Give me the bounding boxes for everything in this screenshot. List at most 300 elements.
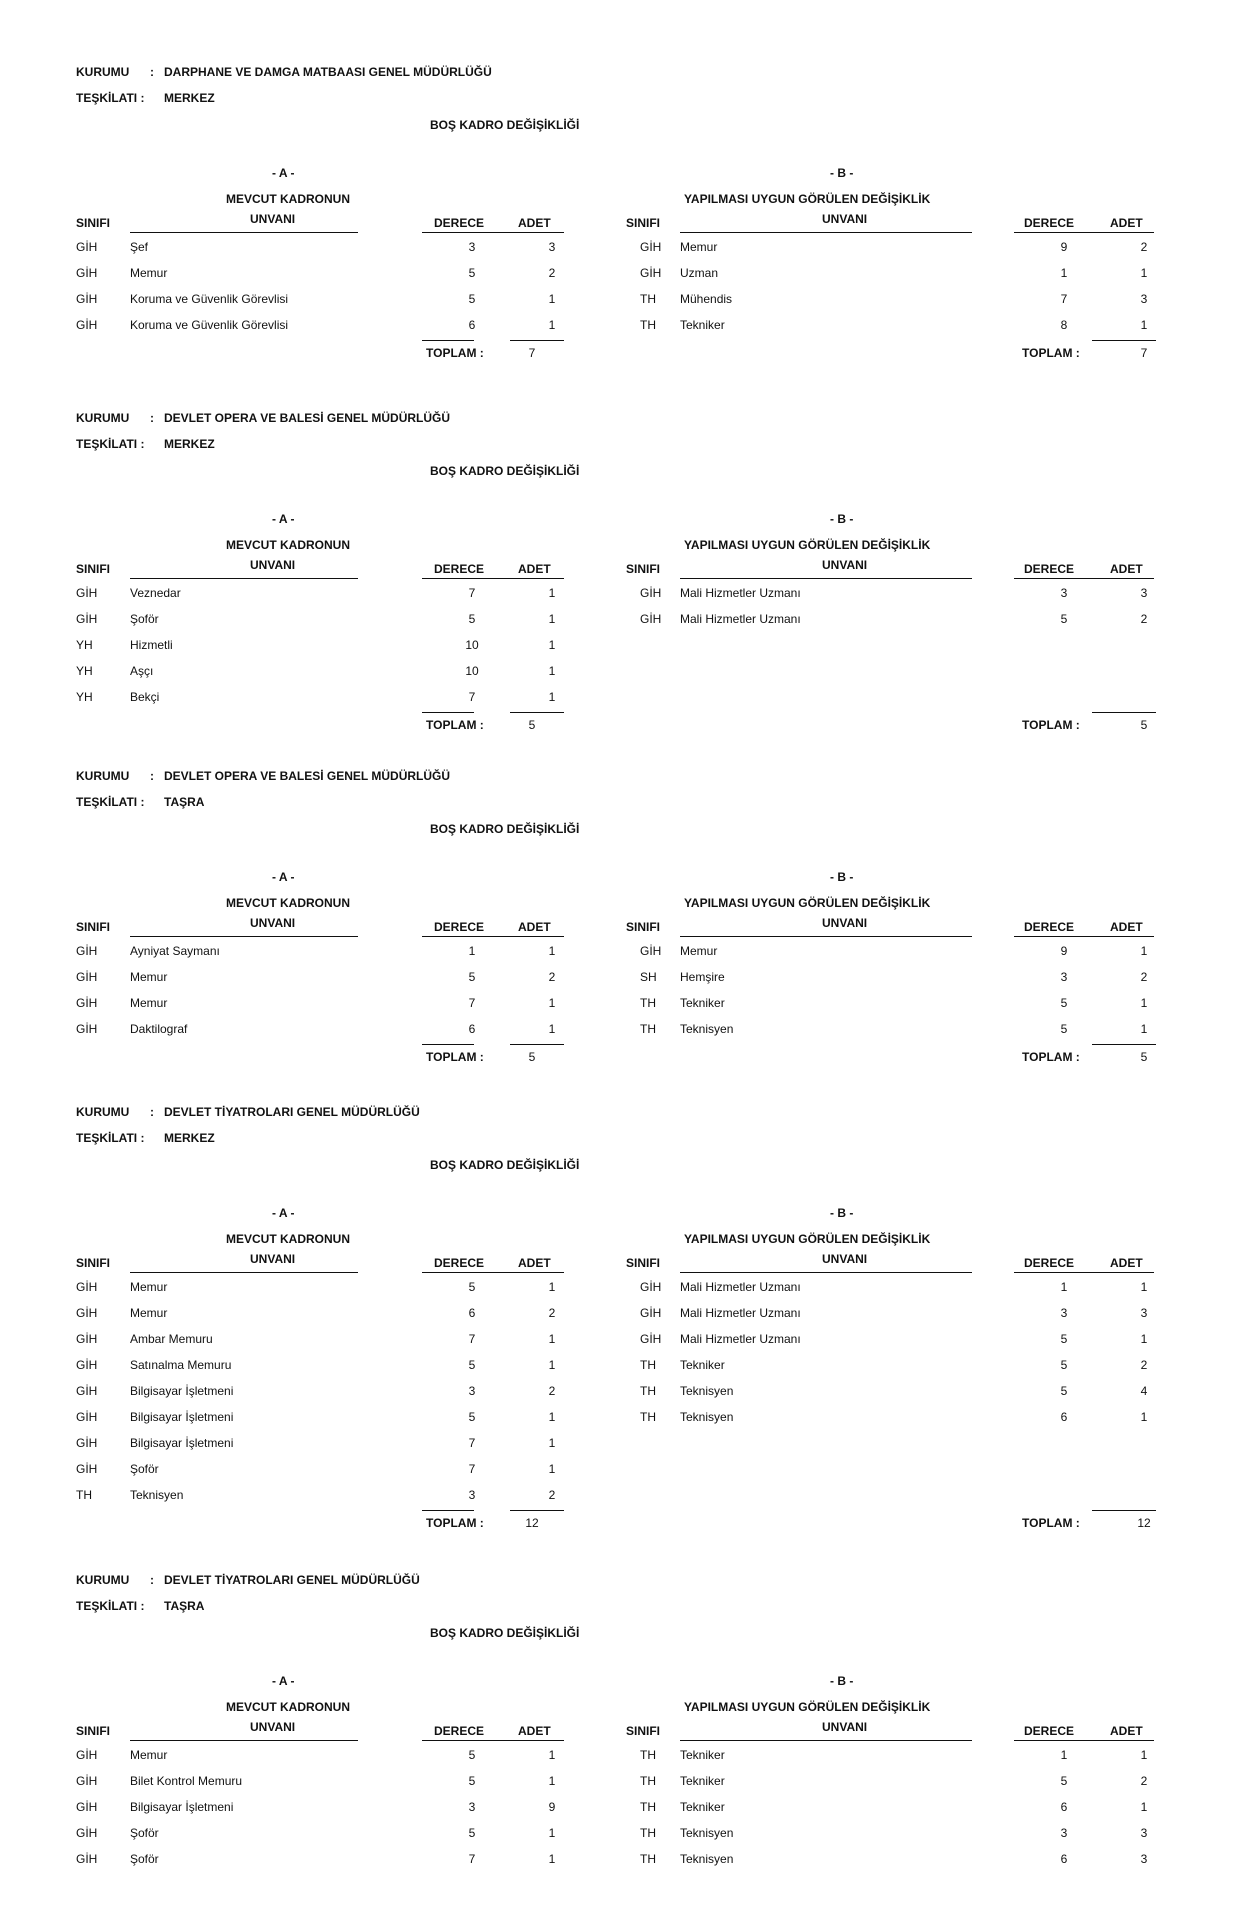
sinif-cell: GİH (76, 944, 98, 958)
col-adet: ADET (1110, 216, 1143, 230)
adet-cell: 2 (1140, 240, 1148, 254)
table-row (76, 1384, 572, 1400)
derece-cell: 5 (468, 612, 476, 626)
section-title: BOŞ KADRO DEĞİŞİKLİĞİ (430, 1626, 580, 1640)
unvan-cell: Memur (130, 970, 168, 984)
adet-cell: 1 (548, 664, 556, 678)
header-rule (1014, 936, 1154, 937)
adet-cell: 1 (1140, 996, 1148, 1010)
header-rule (422, 232, 564, 233)
adet-cell: 2 (548, 1306, 556, 1320)
kurum-value: DEVLET TİYATROLARI GENEL MÜDÜRLÜĞÜ (164, 1573, 420, 1587)
derece-cell: 9 (1060, 944, 1068, 958)
unvan-cell: Memur (130, 266, 168, 280)
kurum-value: DEVLET OPERA VE BALESİ GENEL MÜDÜRLÜĞÜ (164, 769, 451, 783)
derece-cell: 10 (465, 664, 479, 678)
teskilat-value: TAŞRA (164, 1599, 205, 1613)
header-rule (422, 1272, 564, 1273)
sinif-cell: GİH (76, 1462, 98, 1476)
toplam-label: TOPLAM : (426, 1050, 484, 1064)
table-row (76, 996, 572, 1012)
unvan-cell: Teknisyen (680, 1852, 734, 1866)
unvan-cell: Mühendis (680, 292, 733, 306)
table-row (626, 1774, 1164, 1790)
adet-cell: 1 (548, 1462, 556, 1476)
sinif-cell: TH (640, 292, 656, 306)
total-rule (422, 340, 474, 341)
table-row (76, 690, 572, 706)
adet-cell: 3 (548, 240, 556, 254)
toplam-label: TOPLAM : (426, 718, 484, 732)
col-sinifi: SINIFI (626, 216, 661, 230)
table-row (76, 1488, 572, 1504)
kurum-colon: : (150, 65, 154, 79)
sinif-cell: TH (640, 1852, 656, 1866)
derece-cell: 5 (468, 1774, 476, 1788)
a-letter: - A - (272, 870, 295, 884)
section-title: BOŞ KADRO DEĞİŞİKLİĞİ (430, 822, 580, 836)
col-derece: DERECE (434, 920, 485, 934)
unvan-cell: Şef (130, 240, 149, 254)
sinif-cell: GİH (76, 1852, 98, 1866)
adet-cell: 1 (548, 612, 556, 626)
col-unvani: UNVANI (250, 916, 296, 930)
header-rule (680, 1272, 972, 1273)
adet-cell: 1 (548, 996, 556, 1010)
table-row (76, 1358, 572, 1374)
derece-cell: 1 (1060, 1280, 1068, 1294)
col-adet: ADET (518, 1256, 551, 1270)
b-title: YAPILMASI UYGUN GÖRÜLEN DEĞİŞİKLİK (684, 192, 931, 206)
table-row (76, 664, 572, 680)
unvan-cell: Memur (130, 1306, 168, 1320)
sinif-cell: GİH (76, 1332, 98, 1346)
kurum-line (76, 1105, 420, 1119)
adet-cell: 3 (1140, 586, 1148, 600)
derece-cell: 1 (1060, 1748, 1068, 1762)
sinif-cell: TH (640, 1748, 656, 1762)
sinif-cell: GİH (76, 996, 98, 1010)
adet-cell: 1 (548, 944, 556, 958)
sinif-cell: GİH (640, 240, 662, 254)
a-letter: - A - (272, 1206, 295, 1220)
kurum-label: KURUMU (76, 769, 130, 783)
b-title: YAPILMASI UYGUN GÖRÜLEN DEĞİŞİKLİK (684, 538, 931, 552)
sinif-cell: GİH (76, 970, 98, 984)
kurum-value: DEVLET OPERA VE BALESİ GENEL MÜDÜRLÜĞÜ (164, 411, 451, 425)
sinif-cell: GİH (76, 318, 98, 332)
kurum-colon: : (150, 1105, 154, 1119)
adet-cell: 2 (1140, 1774, 1148, 1788)
table-row (626, 266, 1164, 282)
table-row (76, 240, 572, 256)
adet-cell: 9 (548, 1800, 556, 1814)
table-row (626, 970, 1164, 986)
toplam-value: 7 (528, 346, 536, 360)
unvan-cell: Memur (130, 1280, 168, 1294)
a-title: MEVCUT KADRONUN (226, 896, 350, 910)
derece-cell: 5 (468, 1826, 476, 1840)
unvan-cell: Mali Hizmetler Uzmanı (680, 1332, 801, 1346)
unvan-cell: Ambar Memuru (130, 1332, 213, 1346)
col-adet: ADET (1110, 1256, 1143, 1270)
unvan-cell: Memur (130, 1748, 168, 1762)
derece-cell: 7 (468, 586, 476, 600)
a-letter: - A - (272, 166, 295, 180)
unvan-cell: Daktilograf (130, 1022, 188, 1036)
unvan-cell: Mali Hizmetler Uzmanı (680, 1280, 801, 1294)
derece-cell: 1 (1060, 266, 1068, 280)
adet-cell: 2 (1140, 1358, 1148, 1372)
header-rule (130, 1272, 358, 1273)
kurum-line (76, 1573, 420, 1587)
toplam-value: 12 (1137, 1516, 1151, 1530)
unvan-cell: Mali Hizmetler Uzmanı (680, 586, 801, 600)
unvan-cell: Teknisyen (680, 1826, 734, 1840)
toplam-label: TOPLAM : (426, 1516, 484, 1530)
b-title: YAPILMASI UYGUN GÖRÜLEN DEĞİŞİKLİK (684, 896, 931, 910)
col-adet: ADET (518, 1724, 551, 1738)
sinif-cell: GİH (76, 612, 98, 626)
derece-cell: 3 (1060, 586, 1068, 600)
total-rule (422, 1044, 474, 1045)
table-row (626, 292, 1164, 308)
derece-cell: 7 (468, 1436, 476, 1450)
toplam-label: TOPLAM : (426, 346, 484, 360)
section-title: BOŞ KADRO DEĞİŞİKLİĞİ (430, 118, 580, 132)
teskilat-label: TEŞKİLATI : (76, 1131, 145, 1145)
derece-cell: 9 (1060, 240, 1068, 254)
kurum-value: DEVLET TİYATROLARI GENEL MÜDÜRLÜĞÜ (164, 1105, 420, 1119)
sinif-cell: GİH (76, 1410, 98, 1424)
derece-cell: 6 (1060, 1800, 1068, 1814)
teskilat-label: TEŞKİLATI : (76, 437, 145, 451)
col-sinifi: SINIFI (76, 920, 111, 934)
header-rule (1014, 578, 1154, 579)
derece-cell: 3 (1060, 1306, 1068, 1320)
kurum-colon: : (150, 1573, 154, 1587)
header-rule (680, 232, 972, 233)
derece-cell: 3 (1060, 1826, 1068, 1840)
header-rule (680, 1740, 972, 1741)
adet-cell: 1 (1140, 1280, 1148, 1294)
derece-cell: 5 (468, 1280, 476, 1294)
col-sinifi: SINIFI (626, 920, 661, 934)
col-adet: ADET (1110, 1724, 1143, 1738)
kurum-colon: : (150, 411, 154, 425)
sinif-cell: GİH (76, 1280, 98, 1294)
col-derece: DERECE (434, 216, 485, 230)
toplam-value: 7 (1140, 346, 1148, 360)
sinif-cell: TH (640, 996, 656, 1010)
header-rule (680, 936, 972, 937)
total-rule (422, 1510, 474, 1511)
table-row (76, 612, 572, 628)
table-row (76, 1852, 572, 1868)
adet-cell: 2 (548, 1488, 556, 1502)
col-unvani: UNVANI (250, 212, 296, 226)
derece-cell: 5 (468, 266, 476, 280)
table-row (626, 1800, 1164, 1816)
kurum-label: KURUMU (76, 411, 130, 425)
table-row (76, 586, 572, 602)
col-adet: ADET (518, 216, 551, 230)
teskilat-label: TEŞKİLATI : (76, 1599, 145, 1613)
adet-cell: 1 (548, 292, 556, 306)
section-title: BOŞ KADRO DEĞİŞİKLİĞİ (430, 464, 580, 478)
derece-cell: 1 (468, 944, 476, 958)
total-rule (510, 1044, 564, 1045)
table-row (76, 970, 572, 986)
sinif-cell: TH (640, 1358, 656, 1372)
unvan-cell: Tekniker (680, 1748, 725, 1762)
sinif-cell: GİH (76, 266, 98, 280)
col-unvani: UNVANI (822, 1720, 868, 1734)
adet-cell: 1 (1140, 944, 1148, 958)
col-derece: DERECE (1024, 920, 1075, 934)
unvan-cell: Uzman (680, 266, 719, 280)
teskilat-value: MERKEZ (164, 1131, 215, 1145)
table-row (626, 1852, 1164, 1868)
b-letter: - B - (830, 870, 854, 884)
derece-cell: 7 (468, 996, 476, 1010)
header-rule (422, 578, 564, 579)
table-row (76, 1280, 572, 1296)
section-title: BOŞ KADRO DEĞİŞİKLİĞİ (430, 1158, 580, 1172)
unvan-cell: Veznedar (130, 586, 181, 600)
a-title: MEVCUT KADRONUN (226, 538, 350, 552)
table-row (76, 1774, 572, 1790)
unvan-cell: Bekçi (130, 690, 160, 704)
adet-cell: 1 (548, 318, 556, 332)
derece-cell: 5 (1060, 1358, 1068, 1372)
sinif-cell: GİH (76, 1748, 98, 1762)
unvan-cell: Tekniker (680, 1774, 725, 1788)
col-derece: DERECE (434, 562, 485, 576)
toplam-label: TOPLAM : (1022, 1050, 1080, 1064)
kurum-line (76, 65, 492, 79)
table-row (626, 1748, 1164, 1764)
col-derece: DERECE (1024, 1724, 1075, 1738)
total-rule (510, 1510, 564, 1511)
col-sinifi: SINIFI (76, 1256, 111, 1270)
table-row (76, 266, 572, 282)
table-row (76, 318, 572, 334)
adet-cell: 2 (1140, 970, 1148, 984)
derece-cell: 6 (1060, 1410, 1068, 1424)
toplam-value: 12 (525, 1516, 539, 1530)
col-unvani: UNVANI (822, 558, 868, 572)
col-derece: DERECE (1024, 1256, 1075, 1270)
adet-cell: 1 (548, 1022, 556, 1036)
toplam-label: TOPLAM : (1022, 346, 1080, 360)
sinif-cell: GİH (76, 1774, 98, 1788)
b-title: YAPILMASI UYGUN GÖRÜLEN DEĞİŞİKLİK (684, 1232, 931, 1246)
teskilat-line (76, 1131, 215, 1145)
unvan-cell: Tekniker (680, 1800, 725, 1814)
a-title: MEVCUT KADRONUN (226, 1700, 350, 1714)
unvan-cell: Şoför (130, 1826, 159, 1840)
table-row (76, 1826, 572, 1842)
unvan-cell: Bilgisayar İşletmeni (130, 1384, 234, 1398)
unvan-cell: Tekniker (680, 1358, 725, 1372)
sinif-cell: SH (640, 970, 657, 984)
adet-cell: 1 (548, 1332, 556, 1346)
table-row (626, 944, 1164, 960)
toplam-value: 5 (528, 718, 536, 732)
sinif-cell: GİH (76, 1384, 98, 1398)
unvan-cell: Hizmetli (130, 638, 173, 652)
derece-cell: 7 (468, 1852, 476, 1866)
unvan-cell: Bilgisayar İşletmeni (130, 1800, 234, 1814)
header-rule (1014, 1740, 1154, 1741)
adet-cell: 2 (548, 1384, 556, 1398)
derece-cell: 5 (468, 1358, 476, 1372)
col-unvani: UNVANI (250, 1252, 296, 1266)
table-row (626, 612, 1164, 628)
table-row (76, 292, 572, 308)
derece-cell: 3 (468, 1488, 476, 1502)
sinif-cell: GİH (76, 1022, 98, 1036)
col-unvani: UNVANI (250, 558, 296, 572)
unvan-cell: Tekniker (680, 318, 725, 332)
table-row (626, 1410, 1164, 1426)
sinif-cell: YH (76, 690, 93, 704)
a-title: MEVCUT KADRONUN (226, 1232, 350, 1246)
table-row (76, 1410, 572, 1426)
header-rule (1014, 232, 1154, 233)
unvan-cell: Hemşire (680, 970, 725, 984)
sinif-cell: GİH (76, 1358, 98, 1372)
table-row (76, 1436, 572, 1452)
toplam-value: 5 (1140, 718, 1148, 732)
table-row (626, 1280, 1164, 1296)
col-sinifi: SINIFI (76, 562, 111, 576)
sinif-cell: TH (640, 318, 656, 332)
table-row (626, 1358, 1164, 1374)
b-letter: - B - (830, 166, 854, 180)
toplam-value: 5 (1140, 1050, 1148, 1064)
teskilat-value: TAŞRA (164, 795, 205, 809)
col-adet: ADET (518, 920, 551, 934)
b-letter: - B - (830, 1206, 854, 1220)
derece-cell: 5 (1060, 1774, 1068, 1788)
table-row (76, 1748, 572, 1764)
derece-cell: 5 (1060, 1332, 1068, 1346)
adet-cell: 1 (548, 1774, 556, 1788)
table-row (76, 1462, 572, 1478)
teskilat-label: TEŞKİLATI : (76, 91, 145, 105)
table-row (626, 1022, 1164, 1038)
header-rule (422, 936, 564, 937)
col-derece: DERECE (434, 1256, 485, 1270)
table-row (626, 1332, 1164, 1348)
sinif-cell: GİH (640, 266, 662, 280)
unvan-cell: Satınalma Memuru (130, 1358, 232, 1372)
table-row (76, 1800, 572, 1816)
sinif-cell: YH (76, 638, 93, 652)
teskilat-line (76, 91, 215, 105)
a-title: MEVCUT KADRONUN (226, 192, 350, 206)
derece-cell: 5 (1060, 612, 1068, 626)
col-unvani: UNVANI (822, 916, 868, 930)
table-row (626, 586, 1164, 602)
table-row (76, 1022, 572, 1038)
derece-cell: 5 (468, 970, 476, 984)
col-unvani: UNVANI (250, 1720, 296, 1734)
unvan-cell: Teknisyen (680, 1022, 734, 1036)
unvan-cell: Memur (680, 240, 718, 254)
adet-cell: 1 (548, 1280, 556, 1294)
b-letter: - B - (830, 512, 854, 526)
unvan-cell: Memur (680, 944, 718, 958)
sinif-cell: GİH (640, 586, 662, 600)
sinif-cell: YH (76, 664, 93, 678)
unvan-cell: Şoför (130, 612, 159, 626)
derece-cell: 3 (468, 240, 476, 254)
derece-cell: 7 (1060, 292, 1068, 306)
sinif-cell: GİH (640, 1306, 662, 1320)
adet-cell: 1 (548, 1436, 556, 1450)
sinif-cell: GİH (76, 1800, 98, 1814)
adet-cell: 1 (548, 586, 556, 600)
col-adet: ADET (1110, 920, 1143, 934)
kurum-value: DARPHANE VE DAMGA MATBAASI GENEL MÜDÜRLÜĞÜ (164, 65, 492, 79)
teskilat-value: MERKEZ (164, 437, 215, 451)
table-row (76, 944, 572, 960)
adet-cell: 2 (548, 266, 556, 280)
sinif-cell: GİH (76, 240, 98, 254)
table-row (76, 1332, 572, 1348)
adet-cell: 3 (1140, 1306, 1148, 1320)
unvan-cell: Bilgisayar İşletmeni (130, 1436, 234, 1450)
col-sinifi: SINIFI (76, 1724, 111, 1738)
total-rule (1092, 1510, 1156, 1511)
derece-cell: 8 (1060, 318, 1068, 332)
adet-cell: 1 (1140, 1332, 1148, 1346)
col-derece: DERECE (1024, 562, 1075, 576)
unvan-cell: Mali Hizmetler Uzmanı (680, 1306, 801, 1320)
sinif-cell: TH (640, 1800, 656, 1814)
adet-cell: 1 (548, 638, 556, 652)
derece-cell: 6 (1060, 1852, 1068, 1866)
unvan-cell: Şoför (130, 1462, 159, 1476)
b-letter: - B - (830, 1674, 854, 1688)
adet-cell: 3 (1140, 1852, 1148, 1866)
table-row (76, 638, 572, 654)
header-rule (130, 936, 358, 937)
table-row (626, 1826, 1164, 1842)
adet-cell: 2 (1140, 612, 1148, 626)
adet-cell: 1 (548, 1826, 556, 1840)
unvan-cell: Aşçı (130, 664, 154, 678)
table-row (626, 1306, 1164, 1322)
derece-cell: 6 (468, 318, 476, 332)
table-row (626, 240, 1164, 256)
sinif-cell: GİH (640, 1280, 662, 1294)
derece-cell: 5 (1060, 1022, 1068, 1036)
table-row (626, 996, 1164, 1012)
adet-cell: 2 (548, 970, 556, 984)
derece-cell: 7 (468, 690, 476, 704)
total-rule (422, 712, 474, 713)
sinif-cell: GİH (76, 1306, 98, 1320)
table-row (76, 1306, 572, 1322)
col-sinifi: SINIFI (626, 562, 661, 576)
b-title: YAPILMASI UYGUN GÖRÜLEN DEĞİŞİKLİK (684, 1700, 931, 1714)
sinif-cell: GİH (640, 612, 662, 626)
kurum-label: KURUMU (76, 1573, 130, 1587)
